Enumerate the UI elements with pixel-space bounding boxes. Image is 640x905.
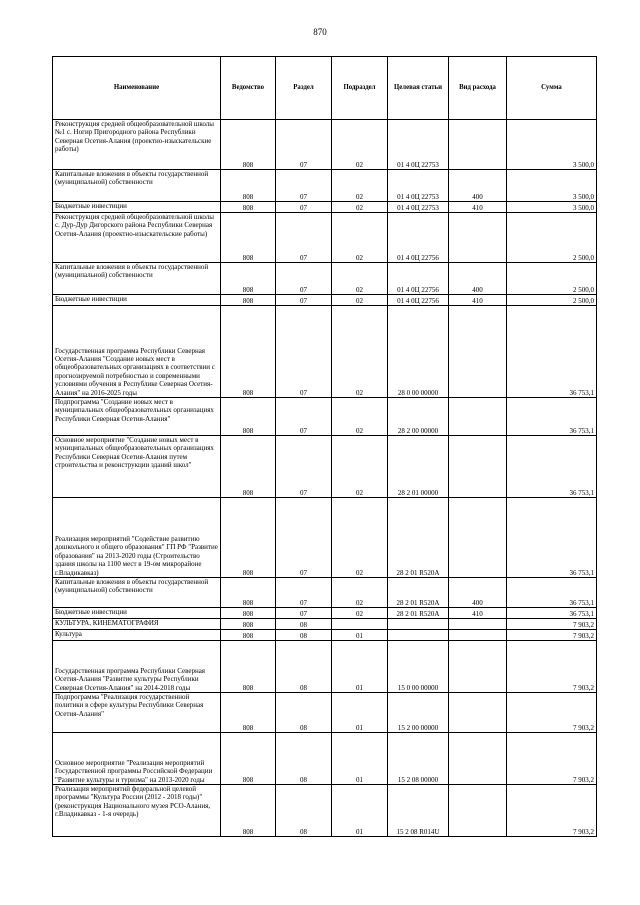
table-row bbox=[53, 170, 597, 202]
cell-target: 01 4 0Ц 22756 bbox=[388, 213, 449, 263]
cell-subsection: 02 bbox=[332, 398, 388, 436]
cell-department: 808 bbox=[221, 630, 276, 641]
cell-name: Государственная программа Республики Северная Осетия-Алания "Создание новых мест в общеобразовательных организациях в соответствии с прогнозируемой потребностью и современными условиями обучения в Республике Северная Осетия-Алания" на 2016-2025 годы bbox=[53, 306, 221, 398]
cell-expense-type: 410 bbox=[449, 295, 507, 306]
cell-department: 808 bbox=[221, 733, 276, 785]
cell-department: 808 bbox=[221, 263, 276, 295]
cell-expense-type: 400 bbox=[449, 578, 507, 608]
cell-section: 08 bbox=[276, 630, 332, 641]
cell-expense-type bbox=[449, 120, 507, 170]
cell-target: 28 2 01 00000 bbox=[388, 436, 449, 498]
table-body bbox=[53, 120, 597, 837]
cell-name: Бюджетные инвестиции bbox=[53, 202, 221, 213]
table-row bbox=[53, 733, 597, 785]
cell-subsection: 01 bbox=[332, 630, 388, 641]
cell-department: 808 bbox=[221, 608, 276, 619]
cell-expense-type: 410 bbox=[449, 608, 507, 619]
cell-section: 07 bbox=[276, 498, 332, 578]
cell-department: 808 bbox=[221, 693, 276, 733]
cell-subsection: 02 bbox=[332, 436, 388, 498]
cell-name: Капитальные вложения в объекты государственной (муниципальной) собственности bbox=[53, 263, 221, 295]
cell-target: 15 2 08 00000 bbox=[388, 733, 449, 785]
cell-target: 15 2 00 00000 bbox=[388, 693, 449, 733]
cell-section: 07 bbox=[276, 213, 332, 263]
table-row bbox=[53, 263, 597, 295]
cell-subsection: 02 bbox=[332, 202, 388, 213]
cell-name: Подпрограмма "Создание новых мест в муниципальных общеобразовательных организациях Республики Северная Осетия-Алания" bbox=[53, 398, 221, 436]
cell-amount: 36 753,1 bbox=[507, 578, 597, 608]
cell-amount: 36 753,1 bbox=[507, 498, 597, 578]
cell-amount: 2 500,0 bbox=[507, 295, 597, 306]
cell-target: 28 0 00 00000 bbox=[388, 306, 449, 398]
cell-amount: 2 500,0 bbox=[507, 213, 597, 263]
cell-target: 28 2 01 R520A bbox=[388, 498, 449, 578]
cell-subsection: 01 bbox=[332, 641, 388, 693]
cell-amount: 3 500,0 bbox=[507, 170, 597, 202]
cell-expense-type bbox=[449, 641, 507, 693]
cell-amount: 3 500,0 bbox=[507, 202, 597, 213]
cell-target: 01 4 0Ц 22753 bbox=[388, 170, 449, 202]
cell-amount: 3 500,0 bbox=[507, 120, 597, 170]
cell-name: Основное мероприятие "Реализация мероприятий Государственной программы Российской Федерации "Развитие культуры и туризма" на 2013-2020 годы bbox=[53, 733, 221, 785]
cell-subsection: 01 bbox=[332, 693, 388, 733]
cell-target: 01 4 0Ц 22756 bbox=[388, 295, 449, 306]
cell-target: 01 4 0Ц 22753 bbox=[388, 202, 449, 213]
cell-amount: 7 903,2 bbox=[507, 693, 597, 733]
cell-target: 28 2 00 00000 bbox=[388, 398, 449, 436]
cell-subsection: 02 bbox=[332, 306, 388, 398]
table-row bbox=[53, 578, 597, 608]
cell-target: 28 2 01 R520A bbox=[388, 608, 449, 619]
cell-subsection: 02 bbox=[332, 608, 388, 619]
cell-subsection bbox=[332, 619, 388, 630]
table-row bbox=[53, 498, 597, 578]
cell-section: 08 bbox=[276, 693, 332, 733]
cell-amount: 7 903,2 bbox=[507, 630, 597, 641]
cell-department: 808 bbox=[221, 295, 276, 306]
table-row bbox=[53, 202, 597, 213]
cell-expense-type bbox=[449, 398, 507, 436]
cell-expense-type bbox=[449, 436, 507, 498]
cell-section: 08 bbox=[276, 785, 332, 837]
cell-department: 808 bbox=[221, 120, 276, 170]
cell-subsection: 02 bbox=[332, 263, 388, 295]
cell-department: 808 bbox=[221, 619, 276, 630]
cell-name: Реализация мероприятий "Содействие развитию дошкольного и общего образования" ГП РФ "Развитие образования" на 2013-2020 годы (Строительство здания школы на 1100 мест в 19-ом микрорайоне г.Владикавказ) bbox=[53, 498, 221, 578]
cell-subsection: 02 bbox=[332, 295, 388, 306]
cell-subsection: 01 bbox=[332, 733, 388, 785]
table-row bbox=[53, 693, 597, 733]
table-row bbox=[53, 641, 597, 693]
cell-section: 07 bbox=[276, 306, 332, 398]
cell-section: 07 bbox=[276, 578, 332, 608]
header-department: Ведомство bbox=[221, 57, 276, 120]
cell-target bbox=[388, 619, 449, 630]
cell-name: Капитальные вложения в объекты государственной (муниципальной) собственности bbox=[53, 170, 221, 202]
cell-amount: 36 753,1 bbox=[507, 398, 597, 436]
header-expense-type: Вид расхода bbox=[449, 57, 507, 120]
table-row bbox=[53, 619, 597, 630]
cell-amount: 7 903,2 bbox=[507, 641, 597, 693]
cell-target: 15 2 08 R014U bbox=[388, 785, 449, 837]
cell-amount: 7 903,2 bbox=[507, 785, 597, 837]
budget-table bbox=[52, 56, 597, 837]
cell-amount: 7 903,2 bbox=[507, 733, 597, 785]
cell-amount: 36 753,1 bbox=[507, 608, 597, 619]
cell-department: 808 bbox=[221, 578, 276, 608]
cell-department: 808 bbox=[221, 170, 276, 202]
cell-department: 808 bbox=[221, 306, 276, 398]
cell-department: 808 bbox=[221, 498, 276, 578]
table-row bbox=[53, 213, 597, 263]
cell-section: 07 bbox=[276, 295, 332, 306]
table-row bbox=[53, 306, 597, 398]
cell-amount: 36 753,1 bbox=[507, 436, 597, 498]
cell-section: 07 bbox=[276, 436, 332, 498]
cell-amount: 36 753,1 bbox=[507, 306, 597, 398]
cell-name: Основное мероприятие "Создание новых мест в муниципальных общеобразовательных организациях Республики Северная Осетия-Алания путем строительства и реконструкции зданий школ" bbox=[53, 436, 221, 498]
cell-department: 808 bbox=[221, 398, 276, 436]
cell-subsection: 02 bbox=[332, 120, 388, 170]
cell-name: Бюджетные инвестиции bbox=[53, 295, 221, 306]
cell-section: 07 bbox=[276, 398, 332, 436]
cell-department: 808 bbox=[221, 641, 276, 693]
table-header-row bbox=[53, 57, 597, 120]
cell-amount: 2 500,0 bbox=[507, 263, 597, 295]
cell-section: 07 bbox=[276, 170, 332, 202]
cell-subsection: 02 bbox=[332, 498, 388, 578]
table-row bbox=[53, 295, 597, 306]
cell-section: 08 bbox=[276, 641, 332, 693]
header-amount: Сумма bbox=[507, 57, 597, 120]
header-name: Наименование bbox=[53, 57, 221, 120]
cell-expense-type: 400 bbox=[449, 263, 507, 295]
cell-expense-type bbox=[449, 733, 507, 785]
cell-name: Реконструкция средней общеобразовательной школы с. Дур-Дур Дигорского района Республики Северная Осетия-Алания (проектно-изыскательские работы) bbox=[53, 213, 221, 263]
cell-amount: 7 903,2 bbox=[507, 619, 597, 630]
cell-expense-type: 410 bbox=[449, 202, 507, 213]
cell-section: 07 bbox=[276, 202, 332, 213]
table-row bbox=[53, 630, 597, 641]
cell-subsection: 02 bbox=[332, 578, 388, 608]
cell-section: 07 bbox=[276, 120, 332, 170]
cell-subsection: 01 bbox=[332, 785, 388, 837]
cell-section: 07 bbox=[276, 608, 332, 619]
cell-department: 808 bbox=[221, 785, 276, 837]
cell-target: 28 2 01 R520A bbox=[388, 578, 449, 608]
table-row bbox=[53, 436, 597, 498]
header-target: Целевая статьи bbox=[388, 57, 449, 120]
header-subsection: Подраздел bbox=[332, 57, 388, 120]
cell-section: 08 bbox=[276, 619, 332, 630]
cell-name: Реализация мероприятий федеральной целевой программы "Культура России (2012 - 2018 годы)" (реконструкция Национального музея РСО-Алания, г.Владикавказ - 1-я очередь) bbox=[53, 785, 221, 837]
cell-target: 15 0 00 00000 bbox=[388, 641, 449, 693]
page-number: 870 bbox=[313, 27, 327, 37]
table-row bbox=[53, 120, 597, 170]
cell-name: Капитальные вложения в объекты государственной (муниципальной) собственности bbox=[53, 578, 221, 608]
cell-target: 01 4 0Ц 22756 bbox=[388, 263, 449, 295]
cell-target bbox=[388, 630, 449, 641]
cell-department: 808 bbox=[221, 213, 276, 263]
cell-name: КУЛЬТУРА, КИНЕМАТОГРАФИЯ bbox=[53, 619, 221, 630]
cell-name: Бюджетные инвестиции bbox=[53, 608, 221, 619]
cell-subsection: 02 bbox=[332, 213, 388, 263]
cell-name: Культура bbox=[53, 630, 221, 641]
cell-section: 07 bbox=[276, 263, 332, 295]
cell-subsection: 02 bbox=[332, 170, 388, 202]
cell-name: Реконструкция средней общеобразовательной школы №1 с. Ногир Пригородного района Республики Северная Осетия-Алания (проектно-изыскательские работы) bbox=[53, 120, 221, 170]
table-row bbox=[53, 608, 597, 619]
table-row bbox=[53, 398, 597, 436]
header-section: Раздел bbox=[276, 57, 332, 120]
cell-expense-type: 400 bbox=[449, 170, 507, 202]
cell-name: Подпрограмма "Реализация государственной политики в сфере культуры Республики Северная Осетия-Алания" bbox=[53, 693, 221, 733]
cell-expense-type bbox=[449, 785, 507, 837]
cell-expense-type bbox=[449, 306, 507, 398]
cell-department: 808 bbox=[221, 202, 276, 213]
cell-expense-type bbox=[449, 693, 507, 733]
cell-expense-type bbox=[449, 619, 507, 630]
cell-name: Государственная программа Республики Северная Осетия-Алания "Развитие культуры Республики Северная Осетия-Алания" на 2014-2018 годы bbox=[53, 641, 221, 693]
cell-department: 808 bbox=[221, 436, 276, 498]
cell-expense-type bbox=[449, 213, 507, 263]
cell-section: 08 bbox=[276, 733, 332, 785]
cell-target: 01 4 0Ц 22753 bbox=[388, 120, 449, 170]
cell-expense-type bbox=[449, 498, 507, 578]
cell-expense-type bbox=[449, 630, 507, 641]
table-row bbox=[53, 785, 597, 837]
